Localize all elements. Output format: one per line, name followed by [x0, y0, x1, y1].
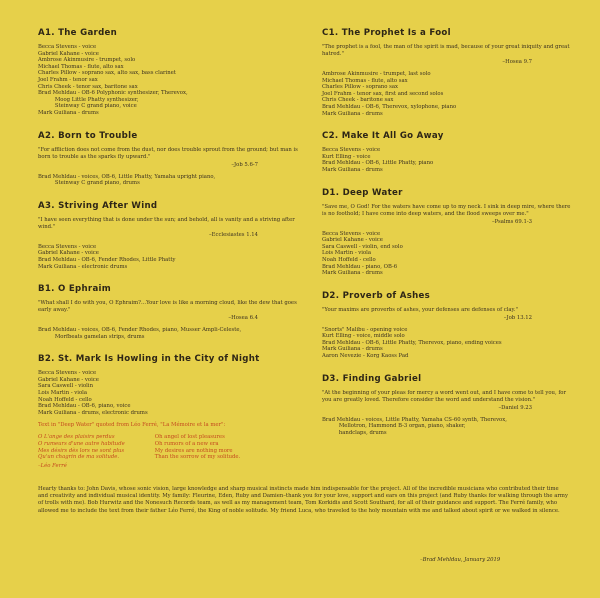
track-credits: Brad Mehldau - voices, Little Phatty, Yamaha CS-60 synth, Therevox, Mellotron, Hammond B-3 organ, piano, shaker, handclaps, drums	[322, 416, 507, 436]
track-credits: Ambrose Akinmusire - trumpet, last solo Michael Thomas - flute, alto sax Charles Pillow - soprano sax Joel Frahm - tenor sax, first and second solos Chris Cheek - baritone sax Brad Mehldau - OB-6, Therevox, xylophone, piano Mark Guiliana - drums	[322, 71, 457, 117]
track-b2	[38, 354, 298, 469]
track-a3	[38, 201, 298, 270]
track-a2	[38, 131, 298, 187]
track-quote: "Save me, O God! For the waters have come up to my neck. I sink in deep mire, where there is no foothold; I have come into deep waters, and the flood sweeps over me."	[322, 203, 571, 217]
quote-source: –Hosea 6.4	[228, 315, 258, 322]
thanks-paragraph: Hearty thanks to: John Davis, whose sonic vision, large knowledge and sharp musical instincts made him indispensable for the project. All of the incredible musicians who contributed their time and creativity and individual musical identity. My family: Fleurine, Eden, Ruby and Damien–thank you for your love, support and ears on this project (and Ruby thanks for walking through the army of trolls with me). Bob Hurwitz and the Nonesuch Records team, as well as my management team, Tom Korkidis and Scott Southard, for all of their guidance and support. The Ferré family, who allowed me to include the text from their father Léo Ferré, the King of noble solitude. My friend Luca, who traveled to the holy mountain with me and talked about spirit or we walked in silence.	[38, 486, 568, 514]
lyric-french: O L'ange des plaisirs perdus O rumeurs d'une autre habitude Mes désirs dès lors ne sont plus Qu'un chagrin de ma solitude.	[38, 434, 125, 461]
left-column	[38, 28, 298, 469]
quote-source: –Job 5.6-7	[231, 161, 258, 168]
track-b1	[38, 284, 298, 340]
track-title: D3. Finding Gabriel	[322, 373, 422, 384]
track-credits: Becca Stevens - voice Gabriel Kahane - voice Sara Caswell - violin Lois Martin - viola Noah Hoffeld - cello Brad Mehldau - OB-6, piano, voice Mark Guiliana - drums, electronic drums	[38, 370, 148, 416]
track-credits: Becca Stevens - voice Kurt Elling - voice Brad Mehldau - OB-6, Little Phatty, piano Mark Guiliana - drums	[322, 147, 434, 173]
track-title: B2. St. Mark Is Howling in the City of Night	[38, 354, 260, 365]
track-d2	[322, 291, 572, 360]
track-d3	[322, 374, 572, 437]
lyric-heading: Text in "Deep Water" quoted from Léo Ferré, "La Mémoire et la mer":	[38, 422, 226, 429]
track-quote: "Your maxims are proverbs of ashes, your defenses are defenses of clay."	[322, 306, 518, 313]
quote-source: –Daniel 9.23	[498, 404, 532, 411]
track-credits: Brad Mehldau - voices, OB-6, Fender Rhodes, piano, Musser Ampli-Celeste, Morfbeats gamelan strips, drums	[38, 327, 242, 340]
track-title: C2. Make It All Go Away	[322, 131, 444, 142]
lyric-grid	[38, 434, 298, 460]
signature: –Brad Mehldau, January 2019	[420, 557, 501, 563]
track-quote: "I have seen everything that is done under the sun; and behold, all is vanity and a striving after wind."	[38, 216, 295, 230]
lyric-english: Oh angel of lost pleasures Oh rumors of a new era My desires are nothing more Than the sorrow of my solitude.	[154, 434, 241, 461]
quote-source: –Hosea 9.7	[502, 59, 532, 65]
track-title: D2. Proverb of Ashes	[322, 290, 431, 301]
track-c1	[322, 28, 572, 117]
track-credits: Becca Stevens - voice Gabriel Kahane - voice Brad Mehldau - OB-6, Fender Rhodes, Little Phatty Mark Guiliana - electronic drums	[38, 243, 176, 270]
track-credits: Becca Stevens - voice Gabriel Kahane - voice Sara Caswell - violin, end solo Lois Martin - viola Noah Hoffeld - cello Brad Mehldau - piano, OB-6 Mark Guiliana - drums	[322, 230, 403, 277]
lyric-source: –Léo Ferré	[38, 462, 67, 469]
quote-source: –Ecclesiastes 1.14	[208, 231, 258, 238]
right-column	[322, 28, 572, 436]
track-credits: Brad Mehldau - voices, OB-6, Little Phatty, Yamaha upright piano, Steinway C grand piano, drums	[38, 173, 216, 187]
track-title: A3. Striving After Wind	[38, 200, 158, 211]
quote-source: –Psalms 69.1-3	[491, 218, 532, 225]
track-quote: "The prophet is a fool, the man of the spirit is mad, because of your great iniquity and great hatred."	[322, 44, 570, 57]
track-credits: Becca Stevens - voice Gabriel Kahane - voice Ambrose Akinmusire - trumpet, solo Michael Thomas - flute, alto sax Charles Pillow - soprano sax, alto sax, bass clarinet Joel Frahm - tenor sax Chris Cheek - tenor sax, baritone sax Brad Mehldau - OB-6 Polyphonic synthesizer, Therevox, Moog Little Phatty synthesizer, Steinway C grand piano, voice Mark Guiliana - drums	[38, 44, 188, 116]
track-c2	[322, 131, 572, 173]
track-title: D1. Deep Water	[322, 187, 403, 198]
track-title: B1. O Ephraim	[38, 284, 112, 295]
track-a1	[38, 28, 298, 117]
track-title: A2. Born to Trouble	[38, 130, 138, 141]
track-title: C1. The Prophet Is a Fool	[322, 28, 451, 38]
track-quote: "What shall I do with you, O Ephraim?...Your love is like a morning cloud, like the dew that goes early away."	[38, 300, 297, 314]
track-credits: "Snorts" Malibu - opening voice Kurt Elling - voice, middle solo Brad Mehldau - OB-6, Little Phatty, Therevox, piano, ending voices Mark Guiliana - drums Aaron Nevezie - Korg Kaoss Pad	[322, 326, 502, 360]
quote-source: –Job 13.12	[503, 314, 532, 321]
track-quote: "For affliction does not come from the dust, nor does trouble sprout from the ground; but man is born to trouble as the sparks fly upward."	[38, 146, 298, 160]
track-d1	[322, 188, 572, 277]
track-title: A1. The Garden	[38, 28, 118, 38]
track-quote: "At the beginning of your pleas for mercy a word went out, and I have come to tell you, for you are greatly loved. Therefore consider the word and understand the vision."	[322, 389, 567, 403]
